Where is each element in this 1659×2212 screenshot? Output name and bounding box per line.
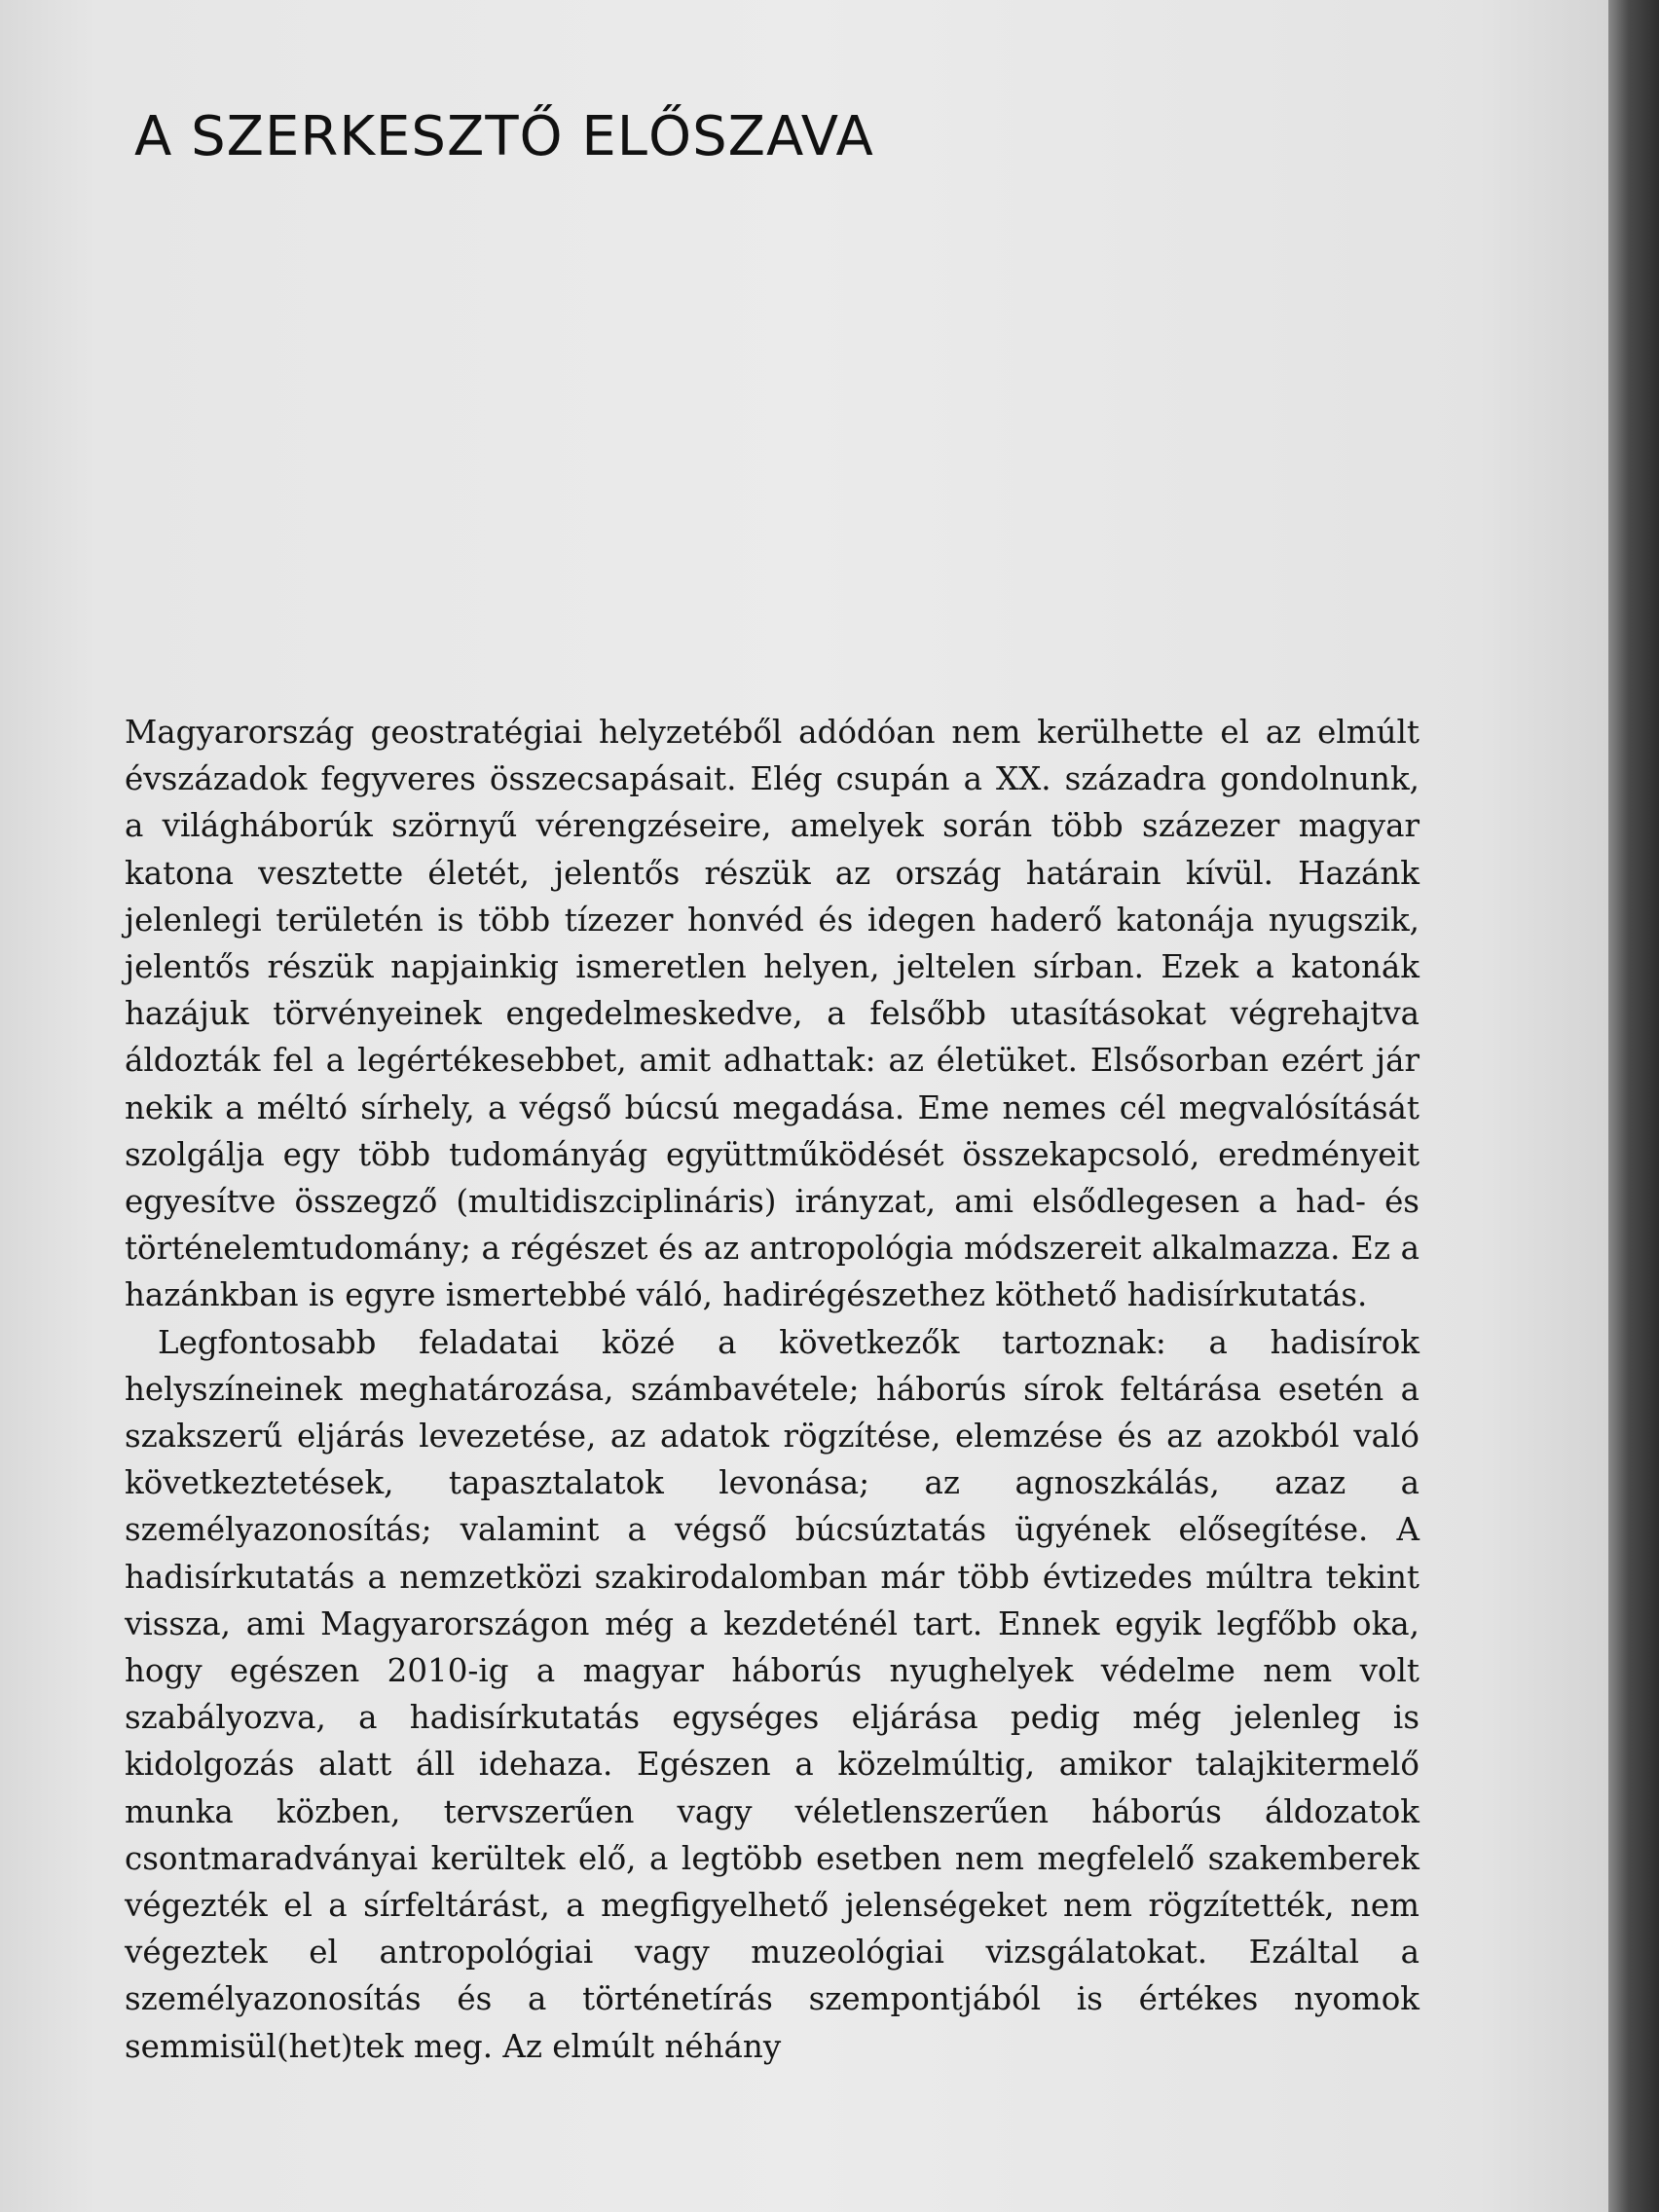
page-edge-shadow [1608, 0, 1659, 2212]
paragraph-1: Magyarország geostratégiai helyzetéből adódóan nem kerülhette el az elmúlt évszázadok fegyveres összecsapásait. Elég csupán a XX. századra gondolnunk, a világháborúk szörnyű vérengzéseire, amelyek során több százezer magyar katona vesztette életét, jelentős részük az ország határain kívül. Hazánk jelenlegi területén is több tízezer honvéd és idegen haderő katonája nyugszik, jelentős részük napjainkig ismeretlen helyen, jeltelen sírban. Ezek a katonák hazájuk törvényeinek engedelmeskedve, a felsőbb utasításokat végrehajtva áldozták fel a legértékesebbet, amit adhattak: az életüket. Elsősorban ezért jár nekik a méltó sírhely, a végső búcsú megadása. Eme nemes cél megvalósítását szolgálja egy több tudományág együttműködését összekapcsoló, eredményeit egyesítve összegző (multidiszciplináris) irányzat, ami elsődlegesen a had- és történelemtudomány; a régészet és az antropológia módszereit alkalmazza. Ez a hazánkban is egyre ismertebbé váló, hadirégészethez köthető hadisírkutatás. [125, 714, 1419, 1314]
paragraph-2: Legfontosabb feladatai közé a következők tartoznak: a hadisírok helyszíneinek meghatározása, számbavétele; háborús sírok feltárása esetén a szakszerű eljárás levezetése, az adatok rögzítése, elemzése és az azokból való következtetések, tapasztalatok levonása; az agnoszkálás, azaz a személyazonosítás; valamint a végső búcsúztatás ügyének elősegítése. A hadisírkutatás a nemzetközi szakirodalomban már több évtizedes múltra tekint vissza, ami Magyarországon még a kezdeténél tart. Ennek egyik legfőbb oka, hogy egészen 2010-ig a magyar háborús nyughelyek védelme nem volt szabályozva, a hadisírkutatás egységes eljárása pedig még jelenleg is kidolgozás alatt áll idehaza. Egészen a közelmúltig, amikor talajkitermelő munka közben, tervszerűen vagy véletlenszerűen háborús áldozatok csontmaradványai kerültek elő, a legtöbb esetben nem megfelelő szakemberek végezték el a sírfeltárást, a megfigyelhető jelenségeket nem rögzítették, nem végeztek el antropológiai vagy muzeológiai vizsgálatokat. Ezáltal a személyazonosítás és a történetírás szempontjából is értékes nyomok semmisül(het)tek meg. Az elmúlt néhány [125, 1323, 1419, 2065]
body-text [125, 709, 1419, 2070]
chapter-title: A SZERKESZTŐ ELŐSZAVA [134, 105, 874, 168]
